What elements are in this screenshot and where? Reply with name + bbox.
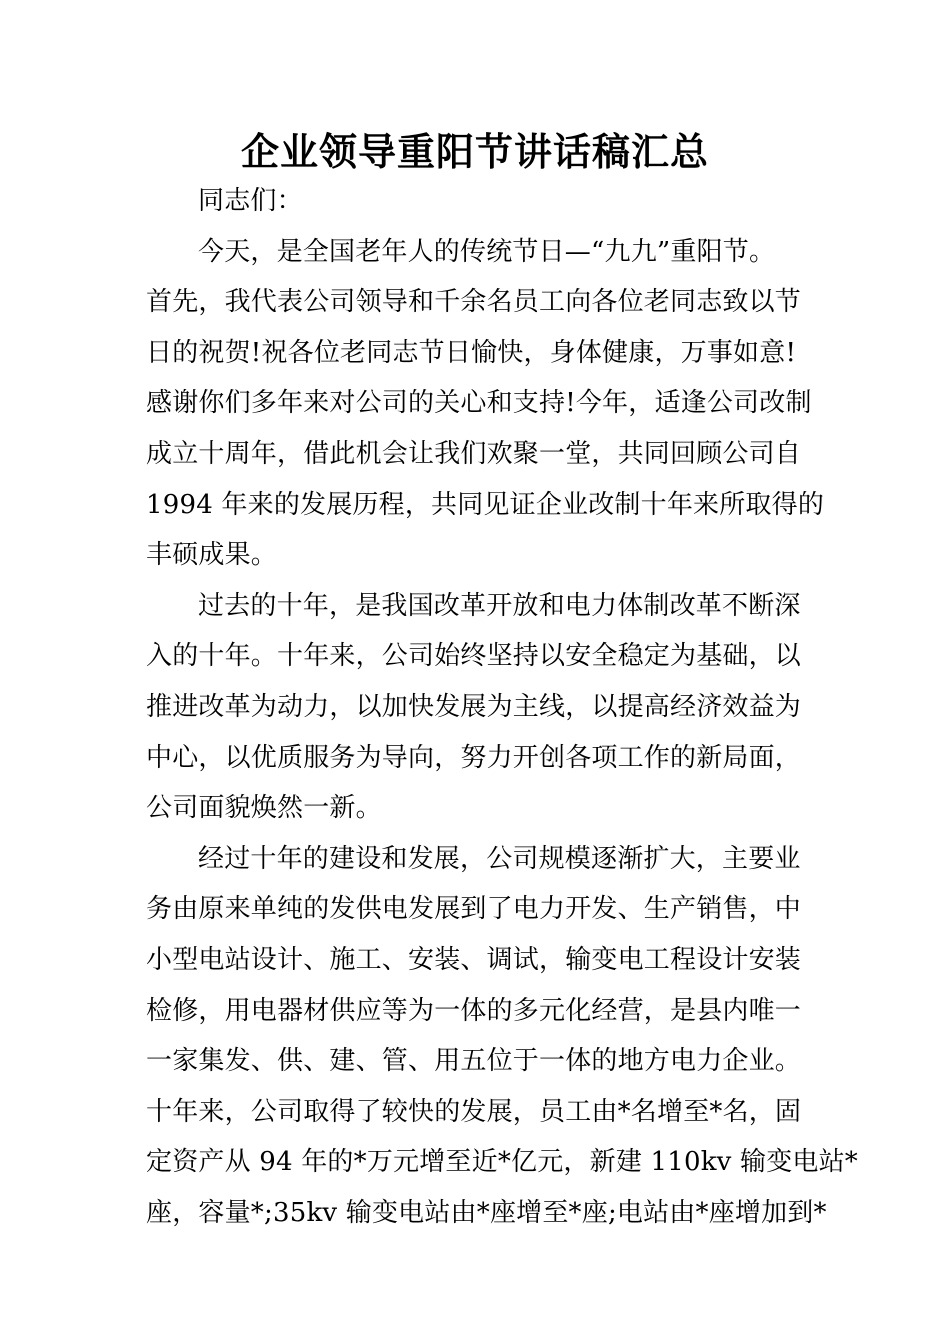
text-line: 丰硕成果。: [146, 540, 278, 571]
text-line: 同志们：: [198, 186, 303, 216]
document-body: [146, 176, 859, 1238]
text-line: 经过十年的建设和发展，公司规模逐渐扩大，主要业: [198, 843, 801, 874]
text-line: 检修，用电器材供应等为一体的多元化经营，是县内唯一: [146, 995, 802, 1026]
text-line: 中心，以优质服务为导向，努力开创各项工作的新局面，: [146, 742, 802, 773]
text-line: 推进改革为动力，以加快发展为主线，以提高经济效益为: [146, 691, 802, 722]
text-line: 定资产从 94 年的*万元增至近*亿元，新建 110kv 输变电站*: [146, 1147, 859, 1178]
text-line: 首先，我代表公司领导和千余名员工向各位老同志致以节: [146, 287, 802, 318]
text-line: 日的祝贺!祝各位老同志节日愉快，身体健康，万事如意!: [146, 337, 797, 368]
text-line: 过去的十年，是我国改革开放和电力体制改革不断深: [198, 590, 801, 621]
text-line: 今天，是全国老年人的传统节日—“九九”重阳节。: [198, 236, 776, 267]
text-line: 小型电站设计、施工、安装、调试，输变电工程设计安装: [146, 944, 802, 975]
text-line: 一家集发、供、建、管、用五位于一体的地方电力企业。: [146, 1046, 802, 1077]
text-line: 座，容量*;35kv 输变电站由*座增至*座;电站由*座增加到*: [146, 1197, 827, 1228]
text-line: 务由原来单纯的发供电发展到了电力开发、生产销售，中: [146, 894, 802, 925]
text-line: 成立十周年，借此机会让我们欢聚一堂，共同回顾公司自: [146, 438, 802, 469]
text-line: 1994 年来的发展历程，共同见证企业改制十年来所取得的: [146, 489, 825, 520]
document-title: 企业领导重阳节讲话稿汇总: [240, 129, 709, 174]
text-line: 十年来，公司取得了较快的发展，员工由*名增至*名，固: [146, 1096, 802, 1127]
text-line: 入的十年。十年来，公司始终坚持以安全稳定为基础，以: [146, 641, 802, 672]
text-line: 感谢你们多年来对公司的关心和支持!今年，适逢公司改制: [146, 388, 812, 419]
text-line: 公司面貌焕然一新。: [146, 793, 382, 824]
